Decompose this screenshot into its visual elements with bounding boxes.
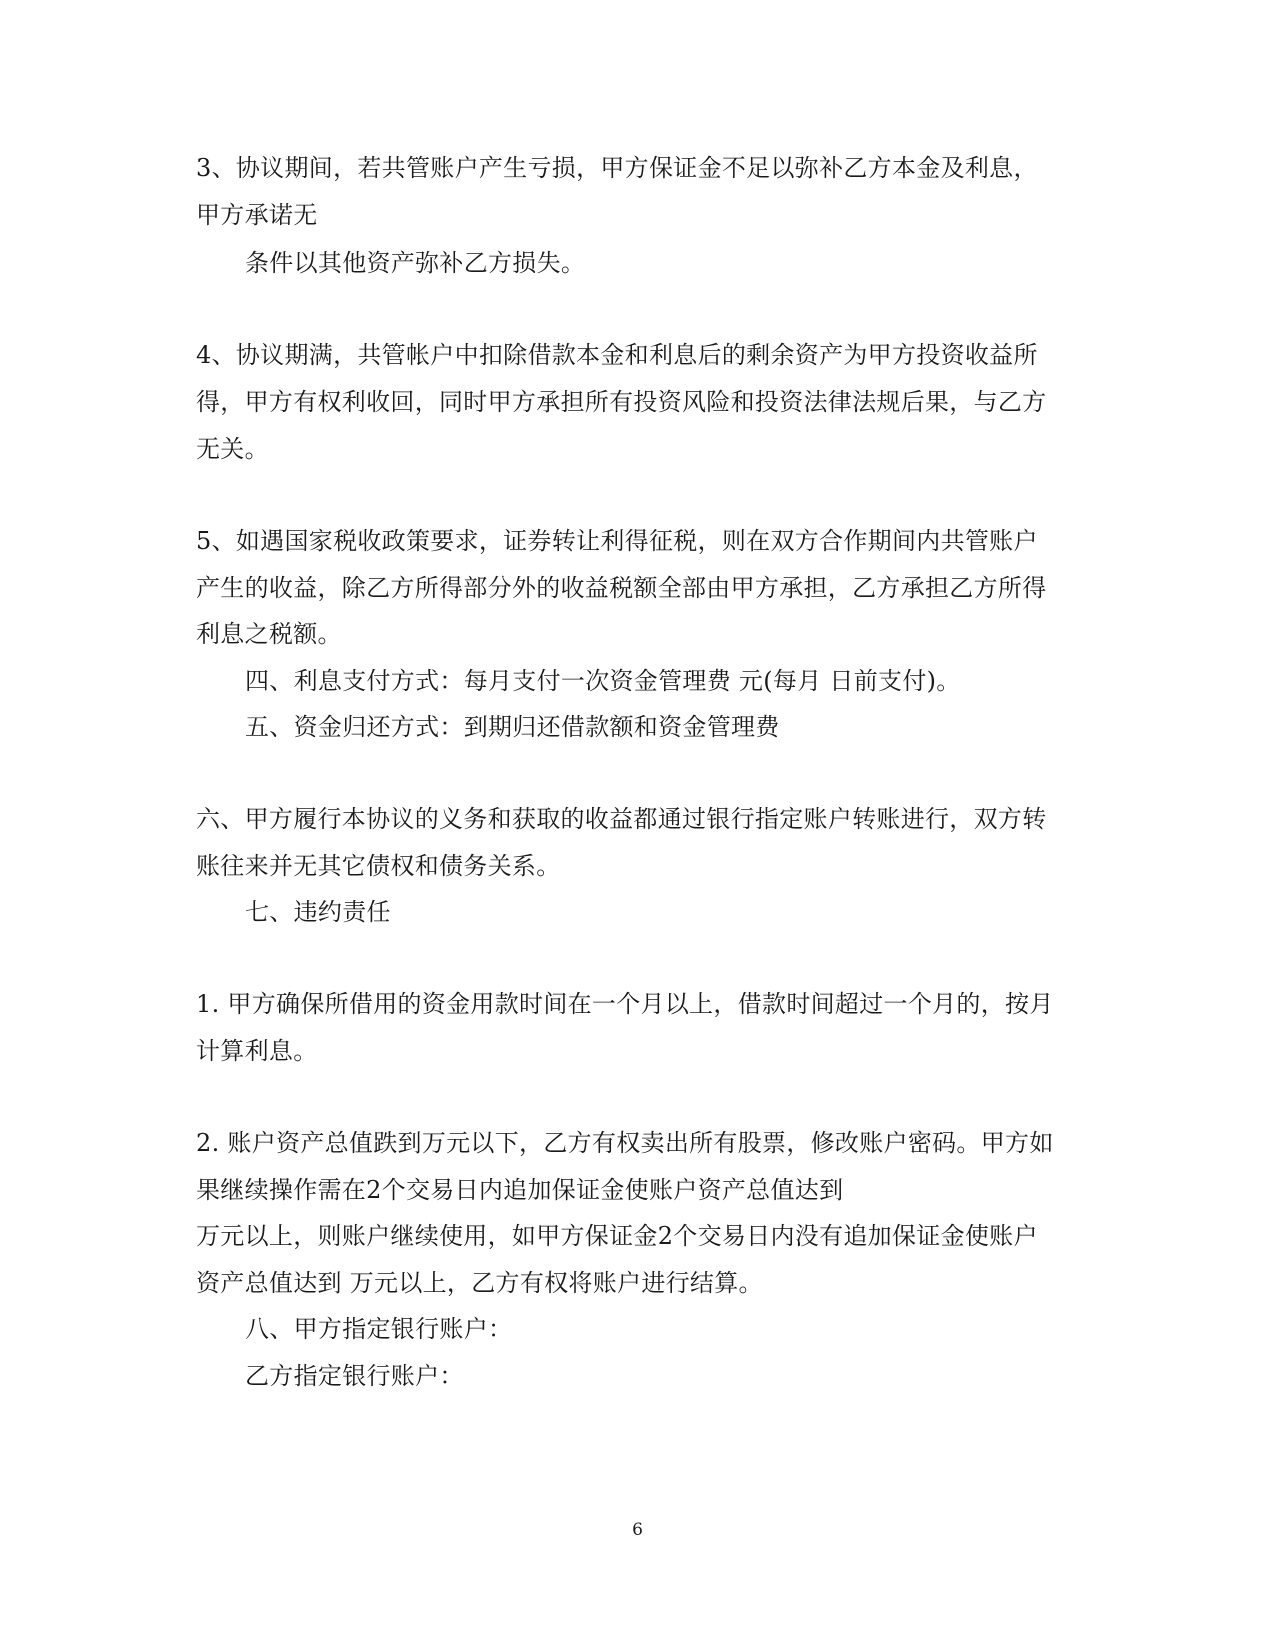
- text-line: 资产总值达到 万元以上，乙方有权将账户进行结算。: [196, 1269, 763, 1297]
- text-line: 七、违约责任: [245, 898, 391, 926]
- text-line: 3、协议期间，若共管账户产生亏损，甲方保证金不足以弥补乙方本金及利息，: [196, 154, 1038, 182]
- text-line: 八、甲方指定银行账户：: [245, 1315, 513, 1343]
- text-line: 六、甲方履行本协议的义务和获取的收益都通过银行指定账户转账进行，双方转: [196, 805, 1047, 833]
- text-line: 五、资金归还方式：到期归还借款额和资金管理费: [245, 713, 780, 741]
- text-line: 果继续操作需在2个交易日内追加保证金使账户资产总值达到: [196, 1176, 844, 1204]
- text-line: 甲方承诺无: [196, 201, 318, 229]
- text-line: 产生的收益，除乙方所得部分外的收益税额全部由甲方承担，乙方承担乙方所得: [196, 574, 1047, 602]
- text-line: 乙方指定银行账户：: [245, 1362, 464, 1390]
- text-line: 无关。: [196, 435, 269, 463]
- text-line: 利息之税额。: [196, 620, 342, 648]
- text-line: 4、协议期满，共管帐户中扣除借款本金和利息后的剩余资产为甲方投资收益所: [196, 341, 1038, 369]
- text-line: 条件以其他资产弥补乙方损失。: [245, 249, 586, 277]
- text-line: 1. 甲方确保所借用的资金用款时间在一个月以上，借款时间超过一个月的，按月: [196, 990, 1054, 1018]
- text-line: 四、利息支付方式：每月支付一次资金管理费 元(每月 日前支付)。: [245, 667, 961, 695]
- text-line: 账往来并无其它债权和债务关系。: [196, 852, 561, 880]
- text-line: 计算利息。: [196, 1037, 318, 1065]
- text-line: 得，甲方有权利收回，同时甲方承担所有投资风险和投资法律法规后果，与乙方: [196, 388, 1047, 416]
- text-line: 万元以上，则账户继续使用，如甲方保证金2个交易日内没有追加保证金使账户: [196, 1222, 1038, 1250]
- text-line: 5、如遇国家税收政策要求，证券转让利得征税，则在双方合作期间内共管账户: [196, 527, 1038, 555]
- page-number: 6: [632, 1520, 643, 1540]
- text-line: 2. 账户资产总值跌到万元以下，乙方有权卖出所有股票，修改账户密码。甲方如: [196, 1129, 1054, 1157]
